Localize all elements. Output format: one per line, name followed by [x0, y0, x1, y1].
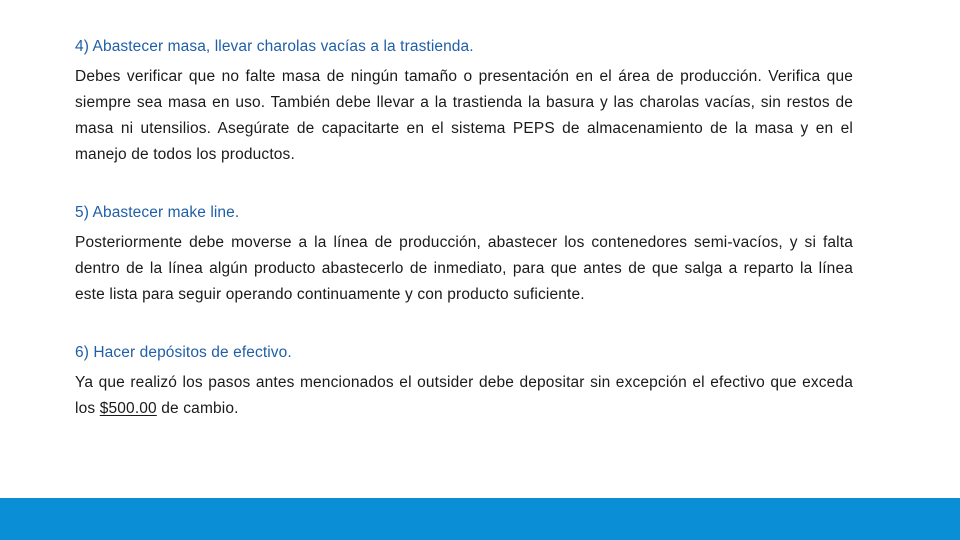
section-body: Debes verificar que no falte masa de ningún tamaño o presentación en el área de producción. Verifica que siempre sea masa en uso. También debe llevar a la trastienda la basura y las charolas vacías, sin restos de masa ni utensilios. Asegúrate de capacitarte en el sistema PEPS de almacenamiento de la masa y en el manejo de todos los productos.	[75, 68, 853, 163]
section-heading: 5) Abastecer make line.	[75, 204, 240, 221]
section-body: Posteriormente debe moverse a la línea de producción, abastecer los contenedores semi-vacíos, y si falta dentro de la línea algún producto abastecerlo de inmediato, para que antes de que salga a reparto la línea este lista para seguir operando continuamente y con producto suficiente.	[75, 234, 853, 303]
section-depositos	[75, 340, 853, 422]
amount-value: $500.00	[99, 400, 157, 417]
body-text-before: Ya que realizó los pasos antes mencionados el outsider debe depositar sin excepción el efectivo que exceda los	[75, 374, 853, 417]
footer-bar	[0, 498, 960, 540]
section-abastecer-masa	[75, 34, 853, 168]
section-heading: 6) Hacer depósitos de efectivo.	[75, 344, 292, 361]
body-text-after: de cambio.	[156, 400, 239, 417]
slide-content	[75, 34, 853, 422]
section-body	[75, 370, 853, 422]
section-make-line	[75, 200, 853, 308]
section-spacer	[75, 308, 853, 340]
section-spacer	[75, 168, 853, 200]
section-heading: 4) Abastecer masa, llevar charolas vacías a la trastienda.	[75, 38, 474, 55]
